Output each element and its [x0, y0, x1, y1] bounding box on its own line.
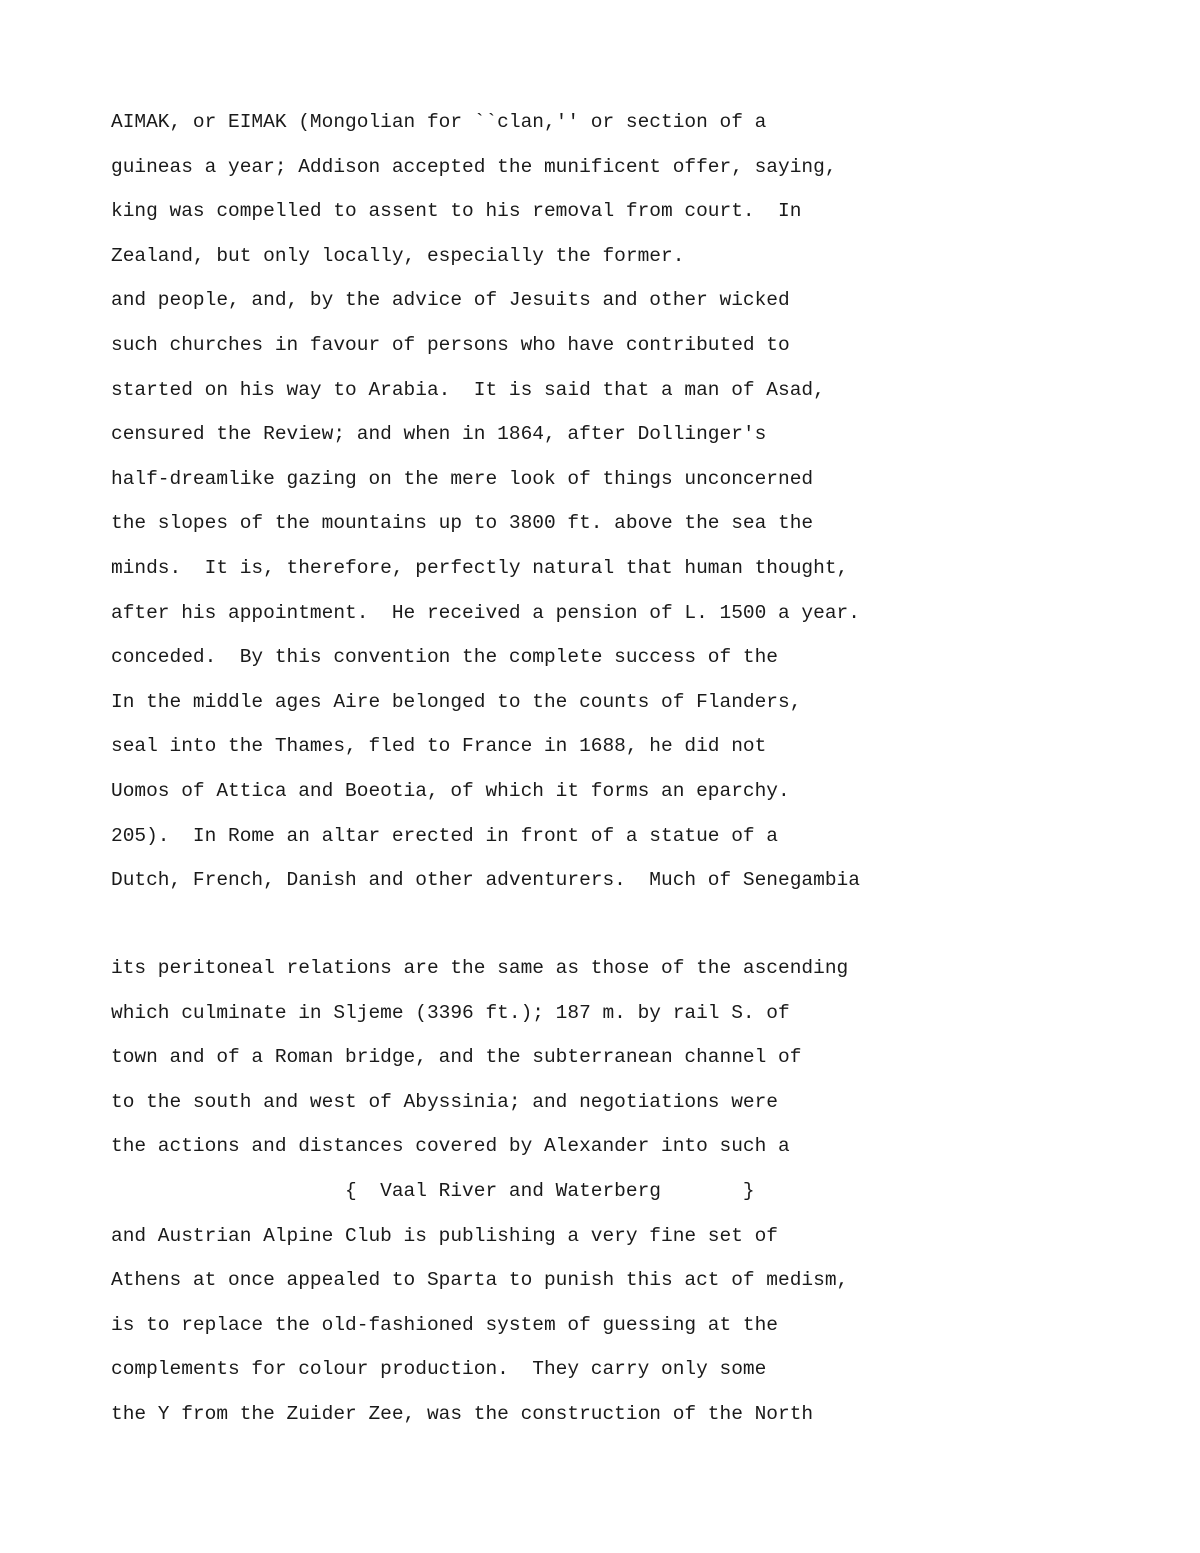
- text-line: half-dreamlike gazing on the mere look of things unconcerned: [111, 467, 814, 490]
- text-block-2: [111, 954, 848, 1445]
- text-line: the slopes of the mountains up to 3800 ft. above the sea the: [111, 512, 814, 535]
- text-line: started on his way to Arabia. It is said that a man of Asad,: [111, 378, 825, 401]
- text-line: the Y from the Zuider Zee, was the construction of the North: [111, 1402, 814, 1425]
- text-line: after his appointment. He received a pension of L. 1500 a year.: [111, 601, 860, 624]
- text-line: 205). In Rome an altar erected in front of a statue of a: [111, 824, 779, 847]
- text-line: minds. It is, therefore, perfectly natural that human thought,: [111, 556, 849, 579]
- text-line: AIMAK, or EIMAK (Mongolian for ``clan,'' or section of a: [111, 111, 767, 133]
- text-line: In the middle ages Aire belonged to the counts of Flanders,: [111, 690, 802, 713]
- text-line: conceded. By this convention the complete success of the: [111, 646, 779, 669]
- text-line: and people, and, by the advice of Jesuits and other wicked: [111, 289, 790, 312]
- text-line: town and of a Roman bridge, and the subterranean channel of: [111, 1046, 802, 1069]
- text-line: Dutch, French, Danish and other adventurers. Much of Senegambia: [111, 869, 860, 892]
- text-line: { Vaal River and Waterberg }: [111, 1179, 755, 1202]
- text-block-1: [111, 108, 860, 911]
- text-line: and Austrian Alpine Club is publishing a very fine set of: [111, 1224, 779, 1247]
- text-line: to the south and west of Abyssinia; and negotiations were: [111, 1090, 779, 1113]
- text-line: censured the Review; and when in 1864, after Dollinger's: [111, 423, 767, 446]
- text-line: is to replace the old-fashioned system of guessing at the: [111, 1313, 779, 1336]
- text-line: seal into the Thames, fled to France in 1688, he did not: [111, 735, 767, 758]
- text-line: the actions and distances covered by Alexander into such a: [111, 1135, 790, 1158]
- text-line: such churches in favour of persons who have contributed to: [111, 333, 790, 356]
- text-line: which culminate in Sljeme (3396 ft.); 187 m. by rail S. of: [111, 1001, 790, 1024]
- text-line: guineas a year; Addison accepted the munificent offer, saying,: [111, 155, 837, 178]
- text-line: Athens at once appealed to Sparta to punish this act of medism,: [111, 1269, 849, 1292]
- text-line: Zealand, but only locally, especially the former.: [111, 244, 685, 267]
- text-line: king was compelled to assent to his removal from court. In: [111, 200, 802, 223]
- text-line: its peritoneal relations are the same as those of the ascending: [111, 957, 849, 979]
- text-line: complements for colour production. They carry only some: [111, 1358, 767, 1381]
- text-line: Uomos of Attica and Boeotia, of which it forms an eparchy.: [111, 779, 790, 802]
